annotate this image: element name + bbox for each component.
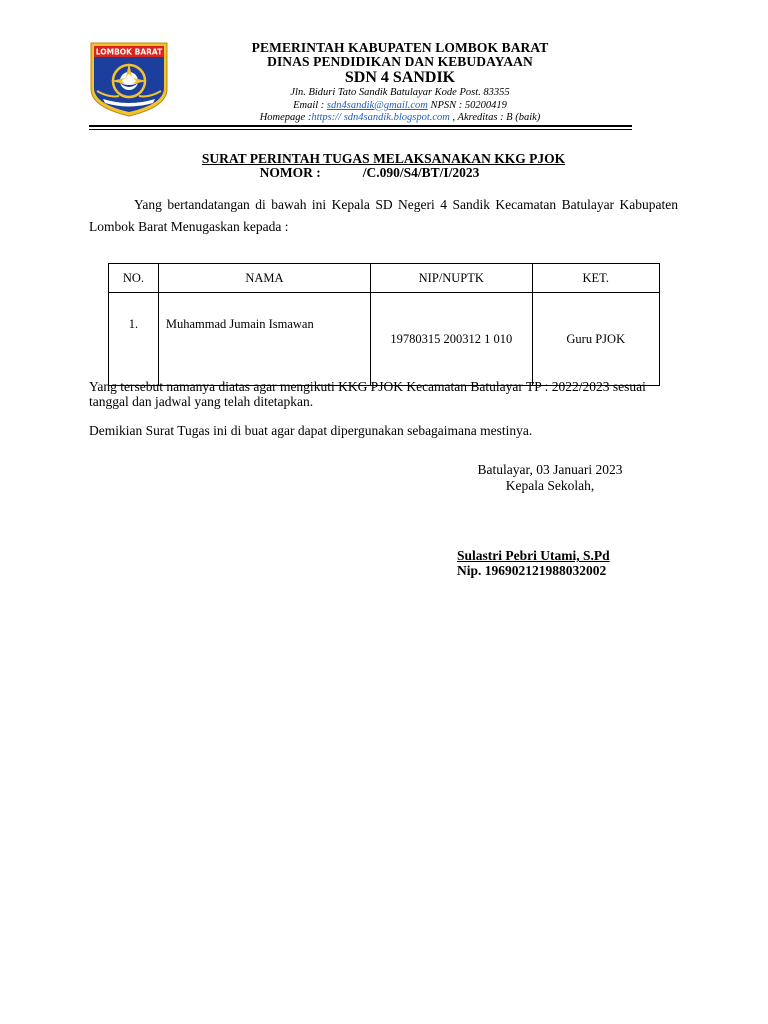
column-header-no: NO. (109, 264, 159, 293)
signer-position: Kepala Sekolah, (505, 478, 595, 493)
regency-emblem-icon (89, 41, 169, 117)
nomor-value: /C.090/S4/BT/I/2023 (362, 165, 480, 180)
letter-heading: SURAT PERINTAH TUGAS MELAKSANAKAN KKG PJOK (201, 151, 566, 166)
npsn-text: NPSN : 50200419 (427, 99, 507, 111)
logo-caption: LOMBOK BARAT (95, 47, 163, 57)
row-number: 1. (109, 293, 159, 386)
assignee-table (108, 263, 660, 386)
row-name: Muhammad Jumain Ismawan (158, 293, 370, 386)
signer-name: Sulastri Pebri Utami, S.Pd (457, 548, 610, 563)
row-ket: Guru PJOK (532, 293, 659, 386)
email-link[interactable]: sdn4sandik@gmail.com (326, 99, 428, 111)
table-row (109, 293, 660, 386)
akreditas-text: , Akreditas : B (baik) (449, 112, 541, 123)
homepage-link[interactable]: https:// sdn4sandik.blogspot.com (311, 112, 450, 123)
department-name: DINAS PENDIDIKAN DAN KEBUDAYAAN (267, 54, 533, 69)
letterhead-divider-thick (89, 125, 632, 127)
email-label: Email : (293, 99, 327, 111)
column-header-nama: NAMA (158, 264, 370, 293)
signature-block (430, 462, 670, 494)
homepage-label: Homepage : (259, 112, 312, 123)
school-name: SDN 4 SANDIK (344, 69, 456, 86)
letter-number (89, 166, 678, 180)
column-header-ket: KET. (532, 264, 659, 293)
letterhead-text (190, 41, 610, 125)
contact-line (190, 100, 610, 113)
letter-title (89, 152, 678, 180)
closing-paragraph: Demikian Surat Tugas ini di buat agar dapat dipergunakan sebagaimana mestinya. (89, 423, 533, 438)
opening-paragraph: Yang bertandatangan di bawah ini Kepala SD Negeri 4 Sandik Kecamatan Batulayar Kabupaten Lombok Barat Menugaskan kepada : (89, 197, 678, 234)
letterhead-divider-thin (89, 129, 632, 130)
row-nip: 19780315 200312 1 010 (371, 293, 532, 386)
column-header-nip: NIP/NUPTK (371, 264, 532, 293)
homepage-line (190, 112, 610, 125)
signer-details (457, 548, 610, 578)
place-date: Batulayar, 03 Januari 2023 (477, 462, 623, 477)
nomor-label: NOMOR : (259, 165, 321, 180)
instruction-paragraph: Yang tersebut namanya diatas agar mengikuti KKG PJOK Kecamatan Batulayar TP : 2022/2023 sesuai tanggal dan jadwal yang telah ditetapkan. (89, 379, 646, 409)
government-name: PEMERINTAH KABUPATEN LOMBOK BARAT (251, 40, 549, 55)
lombok-barat-logo (89, 41, 169, 117)
signer-nip: Nip. 196902121988032002 (457, 563, 607, 578)
table-header-row (109, 264, 660, 293)
school-address: Jln. Biduri Tato Sandik Batulayar Kode Post. 83355 (290, 87, 510, 98)
